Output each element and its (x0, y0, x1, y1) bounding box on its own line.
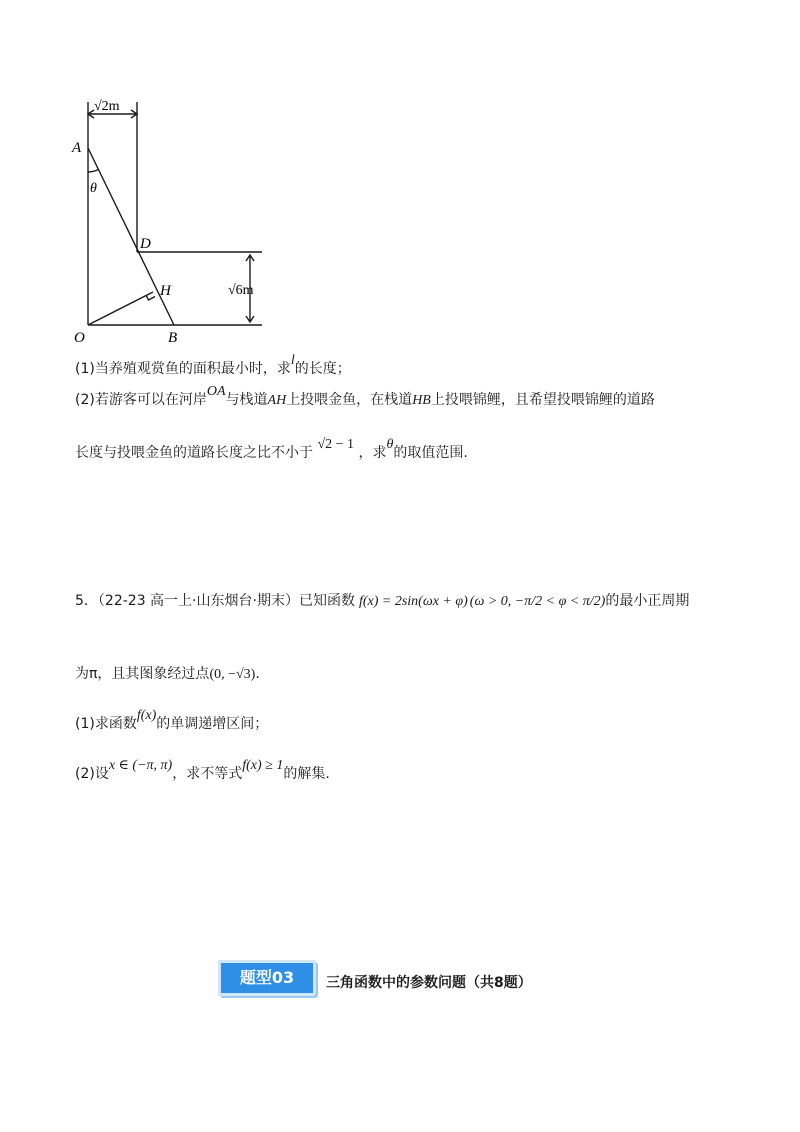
label-H: H (160, 283, 171, 299)
label-right-dim: √6m (228, 283, 254, 298)
label-theta: θ (90, 181, 97, 196)
p4-question-1: (1)当养殖观赏鱼的面积最小时，求l的长度； (75, 353, 351, 377)
label-D: D (140, 236, 151, 252)
var-OA: OA (206, 384, 226, 399)
p5-stem-line2: 为π，且其图象经过点(0, −√3). (75, 666, 260, 682)
geometry-figure (60, 90, 280, 350)
p5-stem-line1: 5．（22-23 高一上·山东烟台·期末）已知函数 f(x) = 2sin(ωx + φ) (ω > 0, −π/2 < φ < π/2)的最小正周期 (75, 593, 690, 609)
inequality: f(x) ≥ 1 (242, 758, 284, 773)
point-expr: (0, −√3) (209, 667, 256, 682)
label-B: B (168, 330, 178, 346)
label-O: O (74, 330, 85, 346)
p4-question-2-line2: 长度与投喂金鱼的道路长度之比不小于 √2 − 1 ，求θ的取值范围. (75, 437, 468, 461)
var-theta: θ (386, 437, 394, 452)
p4-question-2-line1: (2)若游客可以在河岸OA与栈道AH上投喂金鱼，在栈道HB上投喂锦鲤，且希望投喂锦鲤的道路 (75, 384, 655, 408)
p5-question-1: (1)求函数f(x)的单调递增区间； (75, 708, 269, 732)
problem-number: 5． (75, 593, 98, 609)
section-badge-label: 题型03 (239, 968, 295, 987)
label-top-dim: √2m (94, 99, 120, 114)
section-badge (218, 960, 316, 996)
var-l: l (290, 353, 295, 368)
var-AH: AH (267, 393, 287, 408)
section-title: 三角函数中的参数问题（共8题） (326, 975, 532, 991)
f-of-x: f(x) (136, 708, 157, 723)
var-HB: HB (412, 393, 431, 408)
problem-source: （22-23 高一上·山东烟台·期末）已知函数 (97, 593, 355, 609)
function-expr: f(x) = 2sin(ωx + φ) (358, 594, 468, 609)
x-domain: x ∈ (−π, π) (108, 758, 173, 773)
label-A: A (72, 140, 82, 156)
function-condition: (ω > 0, −π/2 < φ < π/2) (469, 594, 606, 609)
ratio-expr: √2 − 1 (317, 437, 355, 452)
p5-question-2: (2)设x ∈ (−π, π)，求不等式f(x) ≥ 1的解集. (75, 758, 330, 782)
